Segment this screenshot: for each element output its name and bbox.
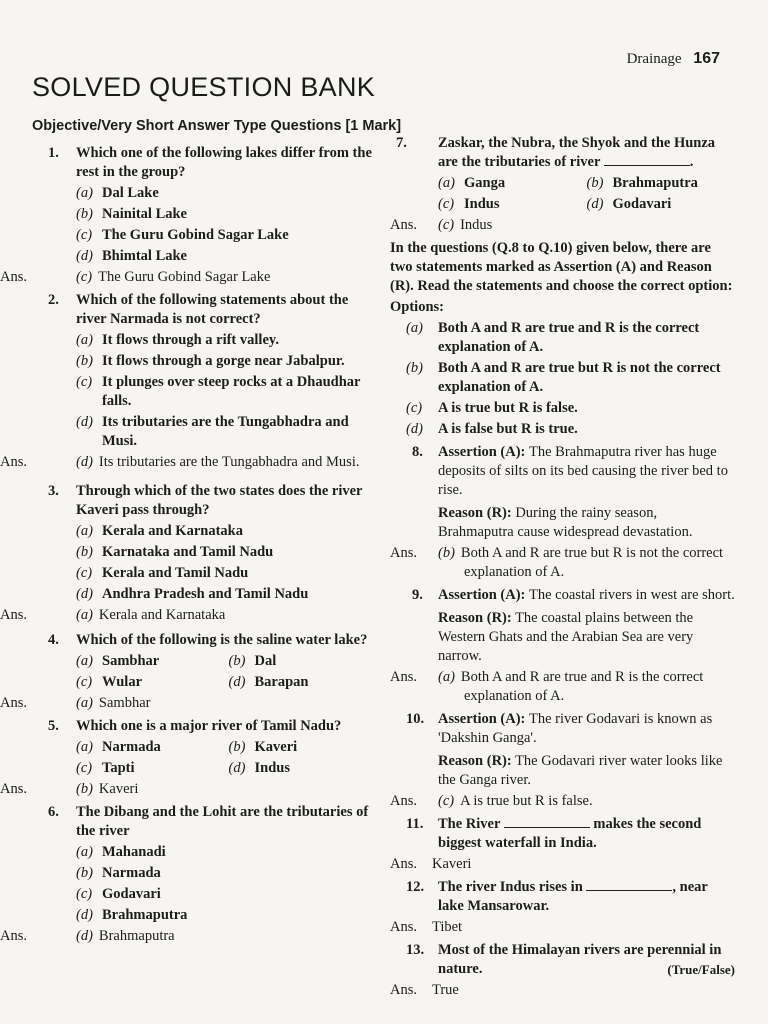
answer-text: Kaveri (432, 856, 472, 872)
answer-letter: (a) (76, 607, 93, 623)
option (36, 205, 381, 224)
option-text: Both A and R are true and R is the correct explanation of A. (438, 320, 700, 355)
question-number: 3. (48, 483, 59, 499)
question-number: 4. (48, 632, 59, 648)
option-text: Kaveri (254, 739, 298, 755)
option-text: A is true but R is false. (438, 400, 578, 416)
option-row (36, 652, 381, 671)
option (390, 420, 735, 439)
answer-text: Both A and R are true but R is not the correct explanation of A. (460, 545, 724, 580)
answer-text: Sambhar (98, 695, 151, 711)
option (36, 331, 381, 350)
question-number: 10. (406, 711, 425, 727)
option-text: The Guru Gobind Sagar Lake (102, 227, 289, 243)
option (76, 673, 229, 692)
option (36, 352, 381, 371)
option-letter: (c) (76, 565, 93, 581)
assertion-label: Assertion (A): (438, 444, 526, 460)
option (36, 564, 381, 583)
option-letter: (b) (76, 865, 93, 881)
answer-label: Ans. (0, 695, 27, 711)
option-text: Narmada (102, 739, 161, 755)
option (587, 174, 736, 193)
answer-letter: (a) (438, 669, 455, 685)
option (36, 247, 381, 266)
question-text: Most of the Himalayan rivers are perennial in nature. (438, 942, 722, 977)
option-letter: (d) (586, 196, 604, 212)
page-header (627, 50, 720, 68)
option-row (36, 759, 381, 778)
answer-label: Ans. (390, 669, 417, 685)
option-letter: (a) (406, 320, 423, 336)
option-letter: (a) (76, 332, 93, 348)
fill-blank (604, 153, 690, 166)
option-letter: (a) (438, 175, 455, 191)
option (229, 759, 382, 778)
assertion-text: The coastal rivers in west are short. (529, 587, 735, 603)
question-number: 8. (412, 444, 423, 460)
option-letter: (c) (406, 400, 423, 416)
question-7 (390, 134, 735, 172)
option-text: Narmada (102, 865, 161, 881)
answer-label: Ans. (390, 856, 417, 872)
option-letter: (c) (76, 674, 93, 690)
answer-text: Brahmaputra (98, 928, 175, 944)
answer-label: Ans. (390, 545, 417, 561)
answer-label: Ans. (390, 793, 417, 809)
option-text: Dal Lake (102, 185, 159, 201)
option-letter: (d) (76, 907, 93, 923)
option-letter: (d) (76, 414, 93, 430)
option-text: Godavari (102, 886, 161, 902)
option-text: Bhimtal Lake (102, 248, 187, 264)
assertion-label: Assertion (A): (438, 587, 526, 603)
option (36, 373, 381, 411)
option-letter: (c) (76, 227, 93, 243)
option-letter: (b) (228, 739, 246, 755)
question-number: 12. (406, 879, 425, 895)
answer (390, 981, 735, 1000)
reason-label: Reason (R): (438, 505, 512, 521)
option (76, 652, 229, 671)
page-number: 167 (693, 50, 720, 67)
answer (0, 780, 381, 799)
answer-label: Ans. (0, 781, 27, 797)
option-letter: (d) (406, 421, 423, 437)
option-text: Sambhar (102, 653, 160, 669)
option (390, 319, 735, 357)
options-label: Options: (390, 299, 444, 315)
option (36, 543, 381, 562)
question-8 (390, 443, 735, 500)
option-text: Brahmaputra (612, 175, 698, 191)
question-text: The River (438, 816, 501, 832)
section-title: Objective/Very Short Answer Type Questions [1 Mark] (32, 118, 402, 134)
option (390, 399, 735, 418)
option-letter: (a) (76, 523, 93, 539)
option (36, 585, 381, 604)
reason-text: The coastal plains between the Western Ghats and the Arabian Sea are very narrow. (438, 610, 694, 664)
question-13 (390, 941, 735, 979)
question-5 (36, 717, 381, 736)
right-column (390, 130, 735, 1000)
question-9 (390, 586, 735, 605)
option-letter: (d) (228, 760, 246, 776)
option (229, 652, 382, 671)
option-text: Dal (254, 653, 277, 669)
reason-text: During the rainy season, Brahmaputra cause widespread devastation. (438, 505, 693, 540)
answer-text: Its tributaries are the Tungabhadra and Musi. (98, 454, 360, 470)
option-letter: (b) (76, 206, 93, 222)
ar-options (390, 319, 735, 439)
question-number: 7. (396, 135, 407, 151)
question-1 (36, 144, 381, 182)
answer (390, 668, 735, 706)
reason (390, 609, 735, 666)
answer-letter: (b) (76, 781, 93, 797)
assertion-label: Assertion (A): (438, 711, 526, 727)
reason-label: Reason (R): (438, 753, 512, 769)
answer-label: Ans. (0, 454, 27, 470)
question-11 (390, 815, 735, 853)
option-letter: (b) (228, 653, 246, 669)
option-text: Godavari (612, 196, 672, 212)
chapter-name: Drainage (626, 51, 682, 67)
reason-text: The Godavari river water looks like the Ganga river. (438, 753, 723, 788)
option-text: Nainital Lake (102, 206, 187, 222)
option-text: Indus (464, 196, 500, 212)
option (36, 885, 381, 904)
option (36, 184, 381, 203)
option-text: Kerala and Tamil Nadu (102, 565, 249, 581)
answer-text: Both A and R are true and R is the correct explanation of A. (460, 669, 704, 704)
option-text: Brahmaputra (102, 907, 188, 923)
question-text-end: makes the second biggest waterfall in India. (438, 816, 702, 851)
answer-letter: (b) (438, 545, 455, 561)
answer-text: The Guru Gobind Sagar Lake (98, 269, 271, 285)
reason (390, 504, 735, 542)
question-12 (390, 878, 735, 916)
option (229, 738, 382, 757)
option (36, 413, 381, 451)
assertion-reason-instructions: In the questions (Q.8 to Q.10) given below, there are two statements marked as Assertion (A) and Reason (R). Read the statements and choose the correct option: (390, 240, 733, 294)
answer (390, 918, 735, 937)
fill-blank (504, 815, 590, 828)
question-text: The Dibang and the Lohit are the tributaries of the river (76, 804, 369, 839)
answer-letter: (c) (76, 269, 93, 285)
true-false-tag: (True/False) (667, 962, 735, 977)
option-text: Ganga (464, 175, 506, 191)
answer (390, 792, 735, 811)
answer (390, 855, 735, 874)
option-letter: (a) (76, 185, 93, 201)
option-text: Indus (254, 760, 290, 776)
option-letter: (c) (76, 760, 93, 776)
question-3 (36, 482, 381, 520)
page-title: SOLVED QUESTION BANK (32, 72, 376, 102)
question-text: The river Indus rises in (438, 879, 583, 895)
option-letter: (a) (76, 653, 93, 669)
answer-label: Ans. (0, 607, 27, 623)
answer (0, 453, 381, 472)
option (36, 864, 381, 883)
option-text: A is false but R is true. (438, 421, 578, 437)
question-2 (36, 291, 381, 329)
question-number: 6. (48, 804, 59, 820)
answer-label: Ans. (0, 269, 27, 285)
option-text: It flows through a rift valley. (102, 332, 279, 348)
question-text: Which one of the following lakes differ from the rest in the group? (76, 145, 372, 180)
option-letter: (c) (76, 374, 93, 390)
option-text: Andhra Pradesh and Tamil Nadu (102, 586, 309, 602)
option-letter: (b) (586, 175, 604, 191)
option-text: Both A and R are true but R is not the correct explanation of A. (438, 360, 721, 395)
answer-letter: (d) (76, 928, 93, 944)
answer-text: Kerala and Karnataka (98, 607, 226, 623)
option (390, 359, 735, 397)
answer-label: Ans. (0, 928, 27, 944)
option (76, 759, 229, 778)
question-10 (390, 710, 735, 748)
assertion-text: The Brahmaputra river has huge deposits of silts on its bed causing the river bed to rise. (438, 444, 728, 498)
answer-label: Ans. (390, 217, 417, 233)
answer-text: Kaveri (98, 781, 139, 797)
option-letter: (a) (76, 739, 93, 755)
option (36, 843, 381, 862)
option-row (398, 195, 735, 214)
question-text-end: , near lake Mansarowar. (438, 879, 708, 914)
option-letter: (d) (76, 248, 93, 264)
option-row (398, 174, 735, 193)
option-letter: (a) (76, 844, 93, 860)
answer (0, 268, 381, 287)
question-text: Which of the following statements about the river Narmada is not correct? (76, 292, 349, 327)
question-text: Which of the following is the saline water lake? (76, 632, 368, 648)
question-number: 2. (48, 292, 59, 308)
option-letter: (c) (438, 196, 455, 212)
option-row (36, 673, 381, 692)
option-text: It flows through a gorge near Jabalpur. (102, 353, 345, 369)
option-text: It plunges over steep rocks at a Dhaudhar falls. (102, 374, 361, 409)
answer-label: Ans. (390, 982, 417, 998)
reason (390, 752, 735, 790)
question-number: 5. (48, 718, 59, 734)
answer-text: True (432, 982, 459, 998)
answer-text: Indus (460, 217, 493, 233)
option (587, 195, 736, 214)
answer-letter: (d) (76, 454, 93, 470)
option (438, 195, 587, 214)
option-text: Barapan (254, 674, 309, 690)
question-text-end: . (689, 154, 694, 170)
question-number: 11. (406, 816, 424, 832)
question-text: Which one is a major river of Tamil Nadu? (76, 718, 342, 734)
option-letter: (d) (228, 674, 246, 690)
option (229, 673, 382, 692)
question-text: Through which of the two states does the river Kaveri pass through? (76, 483, 363, 518)
answer-text: A is true but R is false. (460, 793, 593, 809)
answer (0, 694, 381, 713)
option-text: Tapti (102, 760, 135, 776)
option-letter: (b) (76, 353, 93, 369)
question-number: 13. (406, 942, 425, 958)
option-text: Karnataka and Tamil Nadu (102, 544, 274, 560)
question-text: Zaskar, the Nubra, the Shyok and the Hunza are the tributaries of river (438, 135, 716, 170)
option-letter: (b) (76, 544, 93, 560)
option (36, 906, 381, 925)
assertion-text: The river Godavari is known as 'Dakshin Ganga'. (438, 711, 713, 746)
question-number: 1. (48, 145, 59, 161)
answer (390, 544, 735, 582)
question-4 (36, 631, 381, 650)
option (36, 226, 381, 245)
answer-letter: (a) (76, 695, 93, 711)
option-letter: (d) (76, 586, 93, 602)
answer-letter: (c) (438, 217, 455, 233)
option-letter: (b) (406, 360, 423, 376)
option-letter: (c) (76, 886, 93, 902)
answer (390, 216, 735, 235)
option-text: Mahanadi (102, 844, 166, 860)
option (438, 174, 587, 193)
option-row (36, 738, 381, 757)
question-6 (36, 803, 381, 841)
reason-label: Reason (R): (438, 610, 512, 626)
answer (0, 606, 381, 625)
left-column (0, 140, 381, 946)
option (76, 738, 229, 757)
option-text: Wular (102, 674, 143, 690)
option-text: Its tributaries are the Tungabhadra and Musi. (102, 414, 349, 449)
answer-letter: (c) (438, 793, 455, 809)
answer-label: Ans. (390, 919, 417, 935)
option (36, 522, 381, 541)
option-text: Kerala and Karnataka (102, 523, 243, 539)
answer-text: Tibet (432, 919, 463, 935)
answer (0, 927, 381, 946)
fill-blank (586, 878, 672, 891)
question-number: 9. (412, 587, 423, 603)
